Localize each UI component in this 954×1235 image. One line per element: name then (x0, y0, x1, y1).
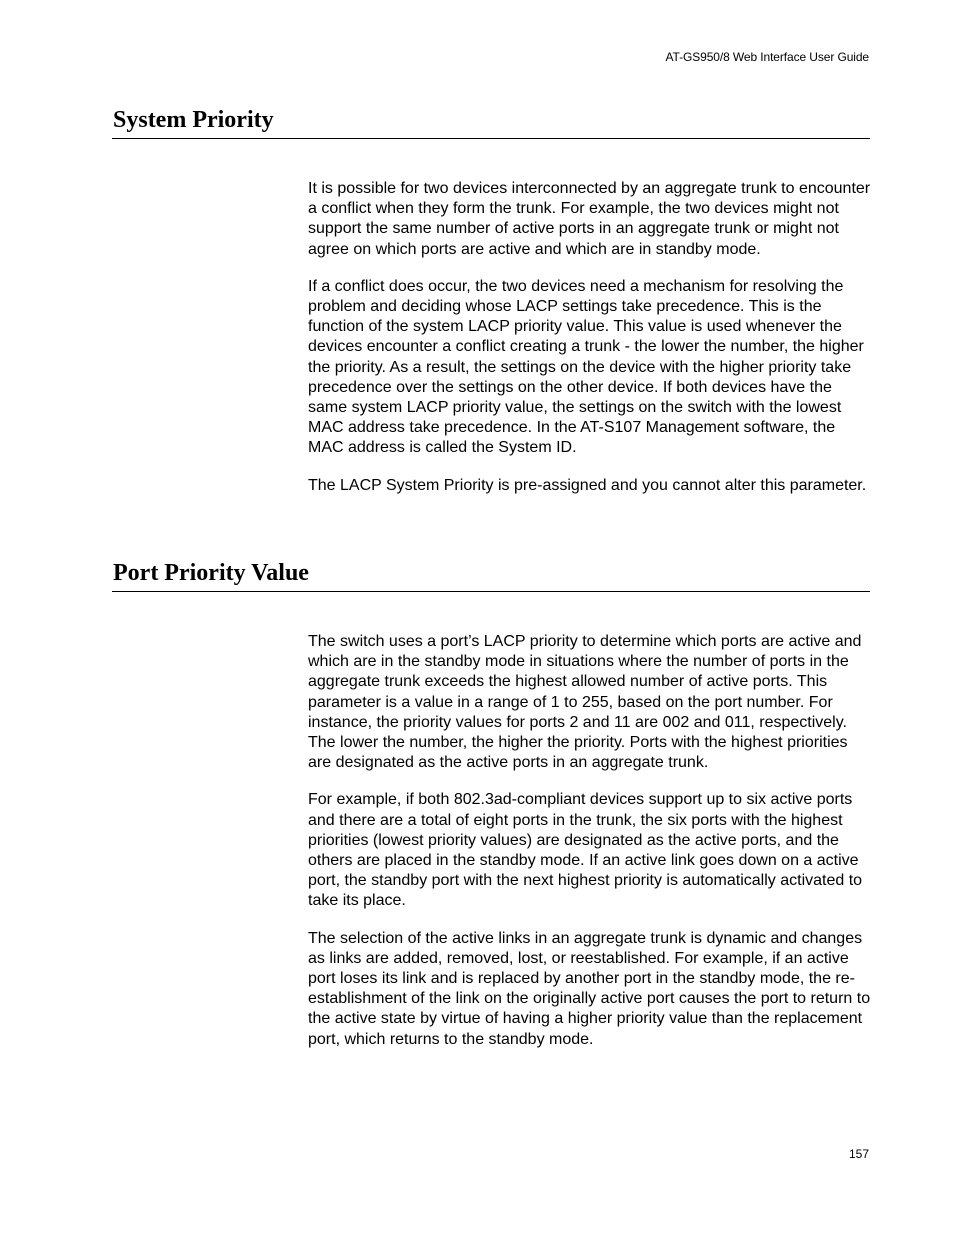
section-heading: Port Priority Value (112, 559, 870, 592)
paragraph: The switch uses a port’s LACP priority to determine which ports are active and which are in the standby mode in situations where the number of ports in the aggregate trunk exceeds the highest allowed number of active ports. This parameter is a value in a range of 1 to 255, based on the port number. For instance, the priority values for ports 2 and 11 are 002 and 011, respectively. The lower the number, the higher the priority. Ports with the highest priorities are designated as the active ports in an aggregate trunk. (308, 633, 862, 772)
paragraph: It is possible for two devices interconnected by an aggregate trunk to encounter a conflict when they form the trunk. For example, the two devices might not support the same number of active ports in an aggregate trunk or might not agree on which ports are active and which are in standby mode. (308, 180, 871, 258)
section-body (308, 179, 874, 513)
section-system-priority (112, 106, 870, 139)
running-header: AT-GS950/8 Web Interface User Guide (665, 50, 869, 64)
paragraph: The selection of the active links in an aggregate trunk is dynamic and changes as links are added, removed, lost, or reestablished. For example, if an active port loses its link and is replaced by another port in the standby mode, the re-establishment of the link on the originally active port causes the port to return to the active state by virtue of having a higher priority value than the replacement port, which returns to the standby mode. (308, 929, 871, 1048)
section-body (308, 632, 874, 1067)
section-port-priority-value (112, 559, 870, 592)
section-heading: System Priority (112, 106, 870, 139)
paragraph: If a conflict does occur, the two devices need a mechanism for resolving the problem and deciding whose LACP settings take precedence. This is the function of the system LACP priority value. This value is used whenever the devices encounter a conflict creating a trunk - the lower the number, the higher the priority. As a result, the settings on the device with the higher priority take precedence over the settings on the other device. If both devices have the same system LACP priority value, the settings on the switch with the lowest MAC address take precedence. In the AT-S107 Management software, the MAC address is called the System ID. (308, 277, 864, 457)
paragraph: The LACP System Priority is pre-assigned and you cannot alter this parameter. (308, 476, 867, 494)
page-number: 157 (848, 1147, 869, 1161)
paragraph: For example, if both 802.3ad-compliant devices support up to six active ports and there are a total of eight ports in the trunk, the six ports with the highest priorities (lowest priority values) are designated as the active ports, and the others are placed in the standby mode. If an active link goes down on a active port, the standby port with the next highest priority is automatically activated to take its place. (308, 791, 863, 910)
